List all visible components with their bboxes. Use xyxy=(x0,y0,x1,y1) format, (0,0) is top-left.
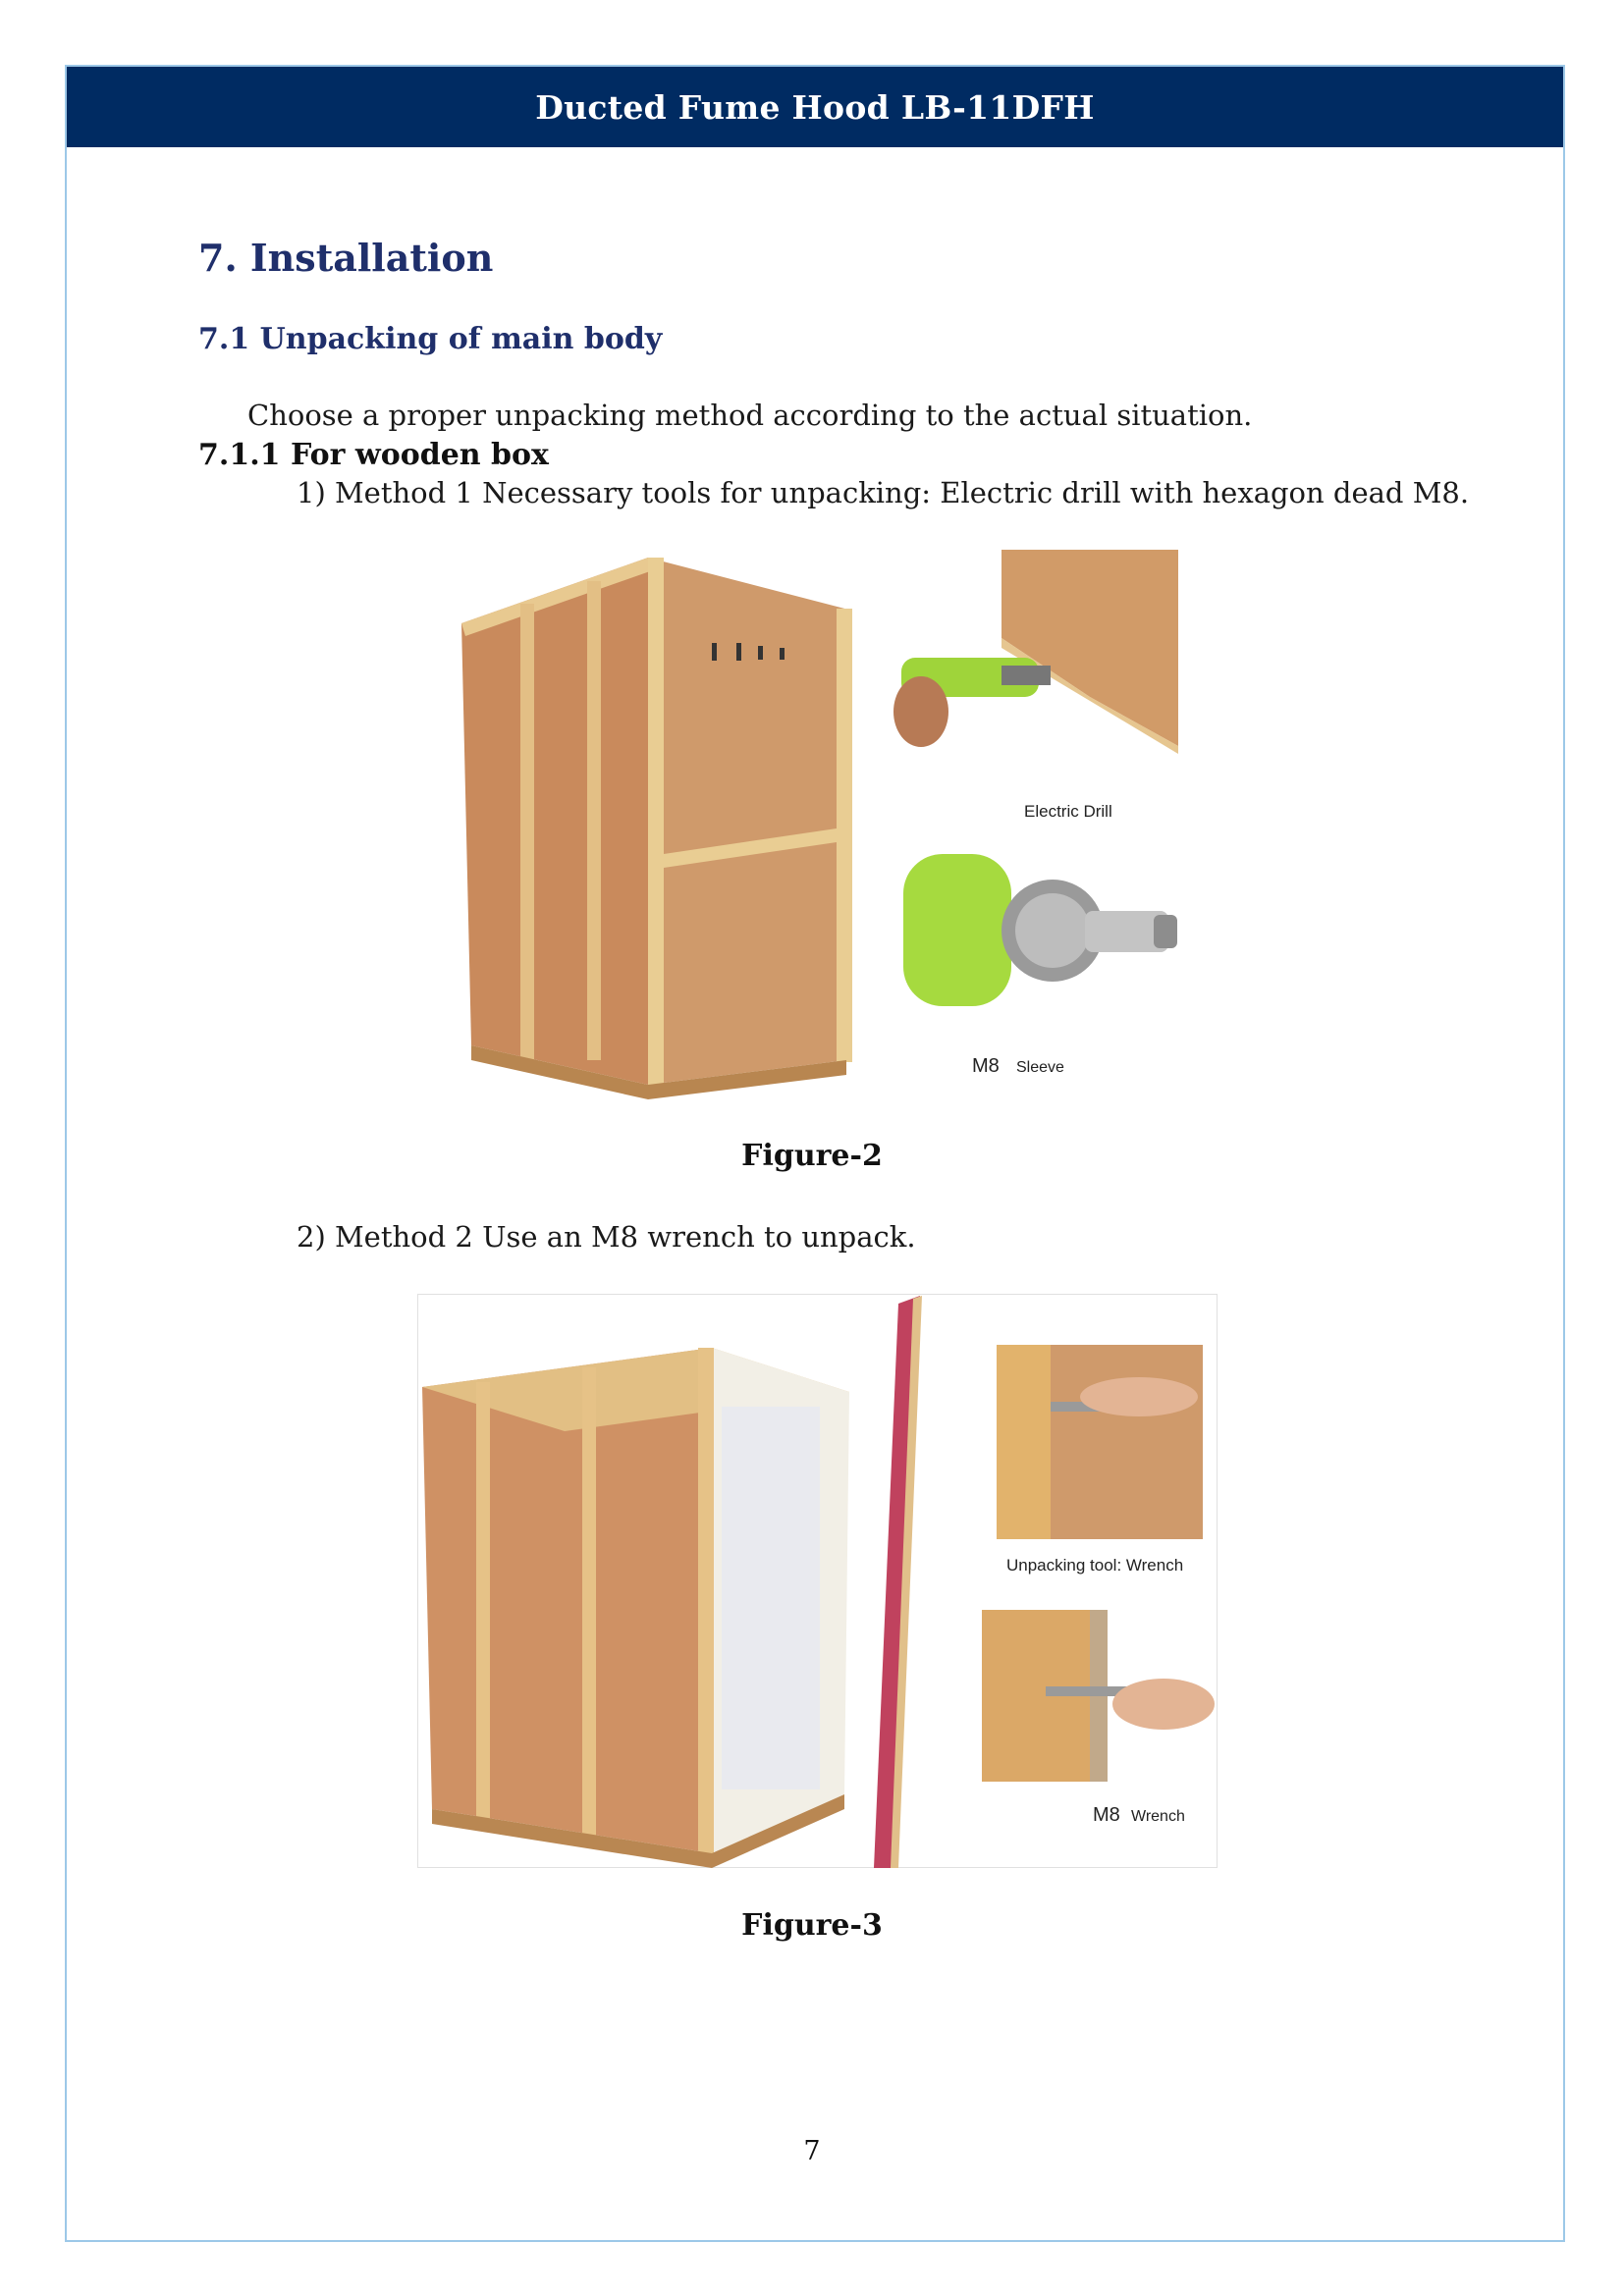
method-1-text: 1) Method 1 Necessary tools for unpacking: Electric drill with hexagon dead M8. xyxy=(297,476,1470,509)
opened-crate-illustration xyxy=(422,1348,849,1868)
label-m8: M8 xyxy=(972,1055,1000,1077)
figure-3-image xyxy=(417,1294,1218,1868)
intro-paragraph: Choose a proper unpacking method according to the actual situation. xyxy=(247,399,1253,432)
method-2-text: 2) Method 2 Use an M8 wrench to unpack. xyxy=(297,1220,916,1254)
label-unpacking-tool: Unpacking tool: Wrench xyxy=(1006,1556,1184,1575)
m8-sleeve-photo xyxy=(903,854,1177,1006)
subsubsection-heading: 7.1.1 For wooden box xyxy=(198,438,549,472)
label-m8-wrench: M8 xyxy=(1093,1804,1120,1826)
document-title: Ducted Fume Hood LB-11DFH xyxy=(535,87,1095,127)
section-heading: 7. Installation xyxy=(198,236,494,280)
wooden-crate-illustration xyxy=(461,558,852,1099)
wrench-photo-top xyxy=(997,1345,1203,1539)
figure-2-caption: Figure-2 xyxy=(741,1139,883,1173)
page-number: 7 xyxy=(803,2136,821,2166)
document-header xyxy=(67,67,1563,147)
label-electric-drill: Electric Drill xyxy=(1024,802,1112,821)
label-sleeve: Sleeve xyxy=(1016,1059,1064,1076)
figure-3-caption: Figure-3 xyxy=(741,1908,883,1943)
label-wrench: Wrench xyxy=(1131,1808,1185,1825)
electric-drill-photo xyxy=(893,550,1178,754)
subsection-heading: 7.1 Unpacking of main body xyxy=(198,322,663,356)
figure-2-image xyxy=(452,550,1198,1099)
